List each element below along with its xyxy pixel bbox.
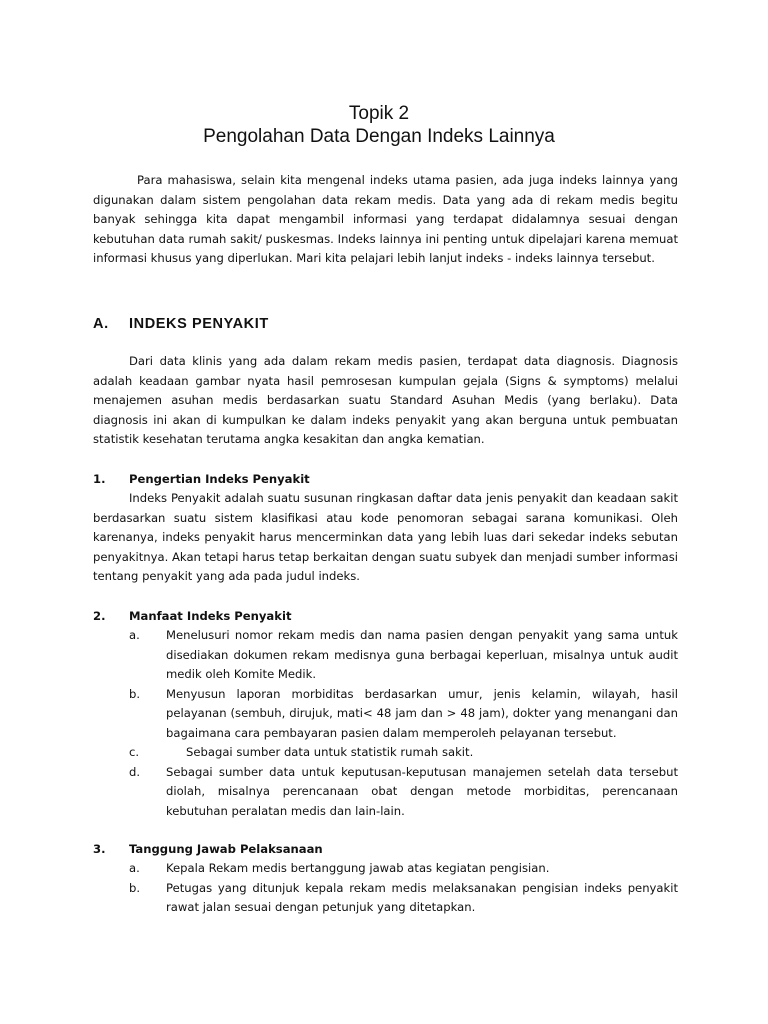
sub1-heading — [93, 470, 310, 490]
list-item — [129, 743, 678, 763]
page-title-main: Pengolahan Data Dengan Indeks Lainnya — [203, 126, 555, 147]
list-item-text: Petugas yang ditunjuk kepala rekam medis melaksanakan pengisian indeks penyakit rawat jalan sesuai dengan petunjuk yang ditetapkan. — [166, 880, 678, 914]
sub1-title: Pengertian Indeks Penyakit — [129, 472, 310, 486]
section-a-letter: A. — [93, 316, 109, 332]
sub2-number: 2. — [93, 609, 106, 623]
list-item-text: Menelusuri nomor rekam medis dan nama pasien dengan penyakit yang sama untuk disediakan dokumen rekam medisnya guna berbagai keperluan, misalnya untuk audit medik oleh Komite Medik. — [166, 628, 678, 681]
sub3-number: 3. — [93, 842, 106, 856]
sub2-list — [129, 626, 678, 821]
list-marker: a. — [129, 628, 140, 642]
sub3-list — [129, 859, 678, 918]
list-item — [129, 626, 678, 685]
section-a-heading — [93, 316, 269, 332]
list-marker: a. — [129, 861, 140, 875]
sub1-number: 1. — [93, 472, 106, 486]
intro-paragraph: Para mahasiswa, selain kita mengenal indeks utama pasien, ada juga indeks lainnya yang digunakan dalam sistem pengolahan data rekam medis. Data yang ada di rekam medis begitu banyak sehingga kita dapat mengambil informasi yang terdapat didalamnya sesuai dengan kebutuhan data rumah sakit/ puskesmas. Indeks lainnya ini penting untuk dipelajari karena memuat informasi khusus yang diperlukan. Mari kita pelajari lebih lanjut indeks - indeks lainnya tersebut. — [93, 173, 678, 265]
list-item — [129, 879, 678, 918]
list-item-text: Sebagai sumber data untuk statistik rumah sakit. — [186, 745, 474, 759]
list-item-text: Kepala Rekam medis bertanggung jawab atas kegiatan pengisian. — [166, 861, 550, 875]
sub3-title: Tanggung Jawab Pelaksanaan — [129, 842, 323, 856]
list-marker: b. — [129, 686, 141, 701]
sub2-heading — [93, 607, 291, 627]
list-item — [129, 685, 678, 744]
section-a-paragraph: Dari data klinis yang ada dalam rekam medis pasien, terdapat data diagnosis. Diagnosis adalah keadaan gambar nyata hasil pemrosesan kumpulan gejala (Signs & symptoms) melalui menajemen asuhan medis berdasarkan suatu Standard Asuhan Medis (yang berlaku). Data diagnosis ini akan di kumpulkan ke dalam indeks penyakit yang akan berguna untuk pembuatan statistik kesehatan terutama angka kesakitan dan angka kematian. — [93, 354, 678, 446]
sub2-title: Manfaat Indeks Penyakit — [129, 609, 292, 623]
sub3-heading — [93, 840, 323, 860]
sub1-paragraph: Indeks Penyakit adalah suatu susunan ringkasan daftar data jenis penyakit dan keadaan sakit berdasarkan suatu sistem klasifikasi atau kode penomoran sebagai sarana komunikasi. Oleh karenanya, indeks penyakit harus mencerminkan data yang lebih luas dari sekedar indeks sebutan penyakitnya. Akan tetapi harus tetap berkaitan dengan suatu subyek dan menjadi sumber informasi tentang penyakit yang ada pada judul indeks. — [93, 491, 678, 583]
list-item-text: Menyusun laporan morbiditas berdasarkan umur, jenis kelamin, wilayah, hasil pelayanan (sembuh, dirujuk, mati< 48 jam dan > 48 jam), dokter yang menangani dan bagaimana cara pembayaran pasien dalam memperoleh pelayanan tersebut. — [166, 686, 678, 740]
list-item — [129, 859, 678, 879]
list-item — [129, 763, 678, 822]
list-marker: c. — [129, 745, 140, 759]
list-item-text: Sebagai sumber data untuk keputusan-keputusan manajemen setelah data tersebut diolah, misalnya perencanaan obat dengan metode morbiditas, perencanaan kebutuhan peralatan medis dan lain-lain. — [166, 764, 678, 818]
section-a-title: INDEKS PENYAKIT — [129, 316, 269, 332]
list-marker: b. — [129, 880, 141, 895]
page-title-topic: Topik 2 — [348, 103, 410, 124]
list-marker: d. — [129, 764, 141, 779]
